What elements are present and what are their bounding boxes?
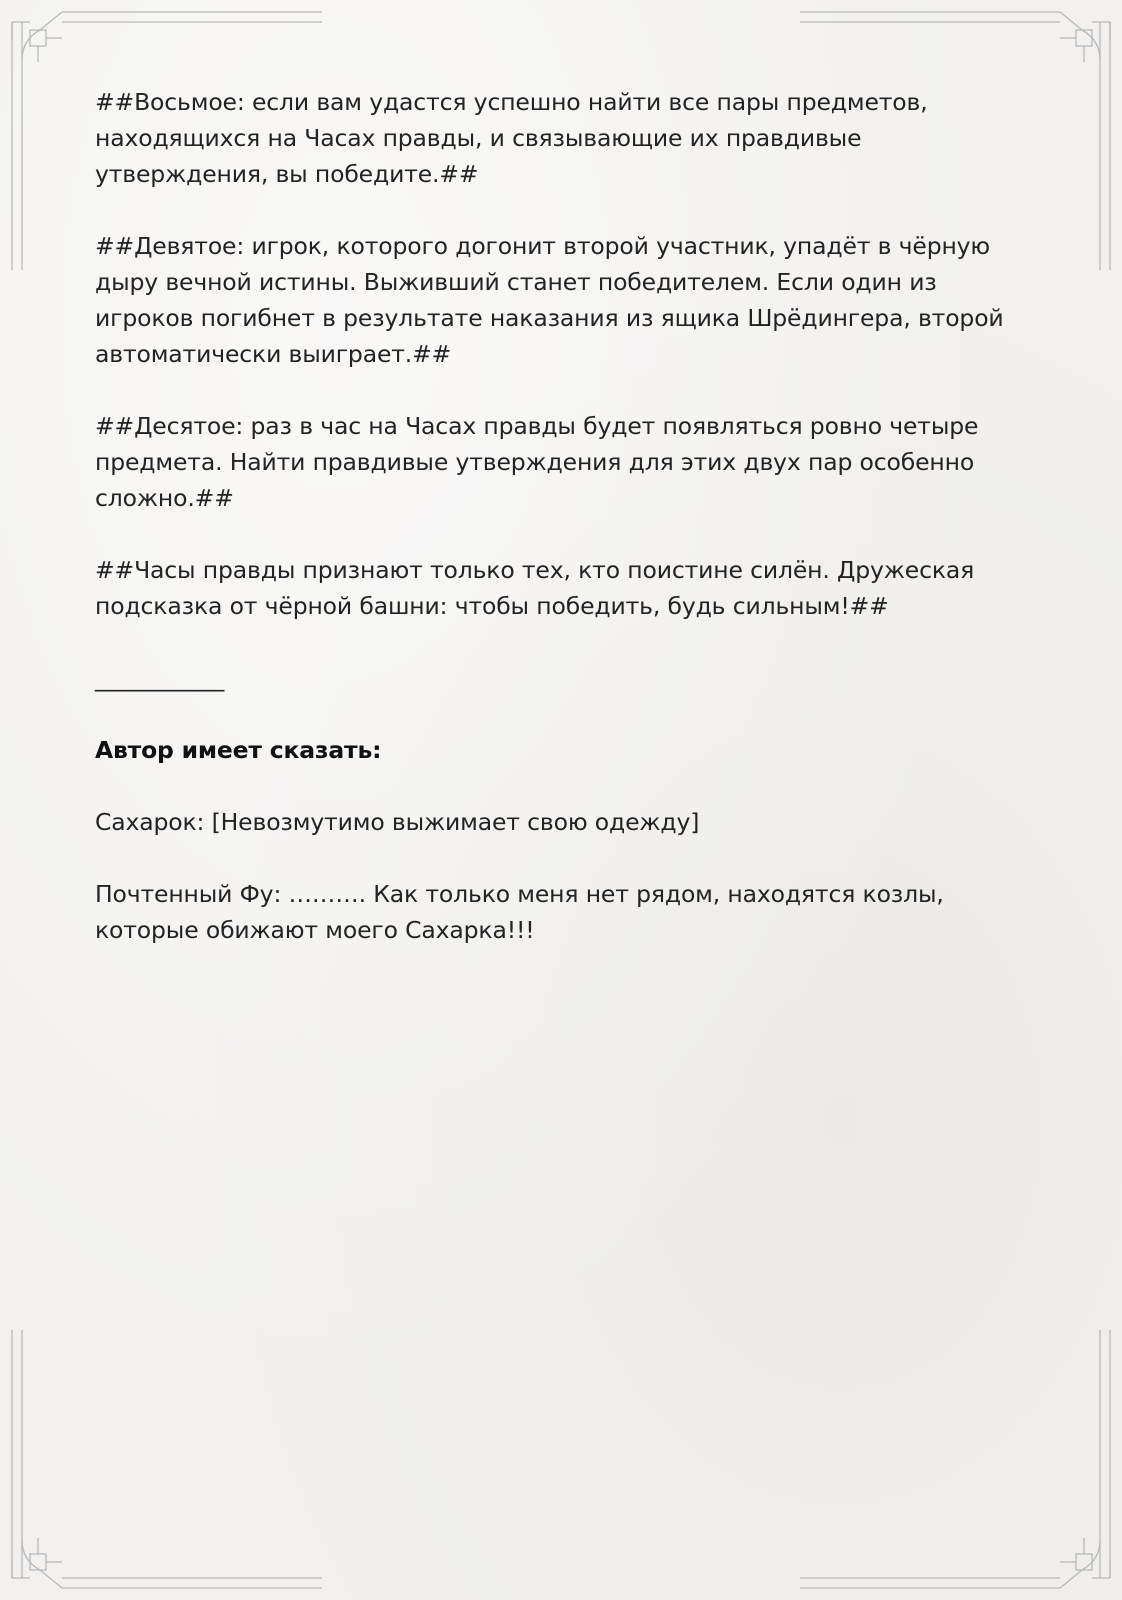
author-note-line: Сахарок: [Невозмутимо выжимает свою одежду] xyxy=(95,808,700,836)
author-note-title: Автор имеет сказать: xyxy=(95,736,382,764)
rule-ninth-paragraph: ##Девятое: игрок, которого догонит второй участник, упадёт в чёрную дыру вечной истины. Выживший станет победителем. Если один из игроков погибнет в результате наказания из ящика Шрёдингера, второй автоматически выиграет.## xyxy=(95,232,1004,368)
frame-corner-bottom-right xyxy=(800,1330,1110,1588)
rule-eighth-paragraph: ##Восьмое: если вам удастся успешно найти все пары предметов, находящихся на Часах правды, и связывающие их правдивые утверждения, вы победите.## xyxy=(95,88,928,188)
hint-paragraph: ##Часы правды признают только тех, кто поистине силён. Дружеская подсказка от чёрной башни: чтобы победить, будь сильным!## xyxy=(95,556,975,620)
chapter-text xyxy=(95,84,1035,984)
author-note-line: Почтенный Фу: ………. Как только меня нет рядом, находятся козлы, которые обижают моего Сахарка!!! xyxy=(95,880,944,944)
frame-corner-bottom-left xyxy=(12,1330,322,1588)
section-separator: ___________ xyxy=(95,664,225,692)
rule-tenth-paragraph: ##Десятое: раз в час на Часах правды будет появляться ровно четыре предмета. Найти правдивые утверждения для этих двух пар особенно сложно.## xyxy=(95,412,979,512)
